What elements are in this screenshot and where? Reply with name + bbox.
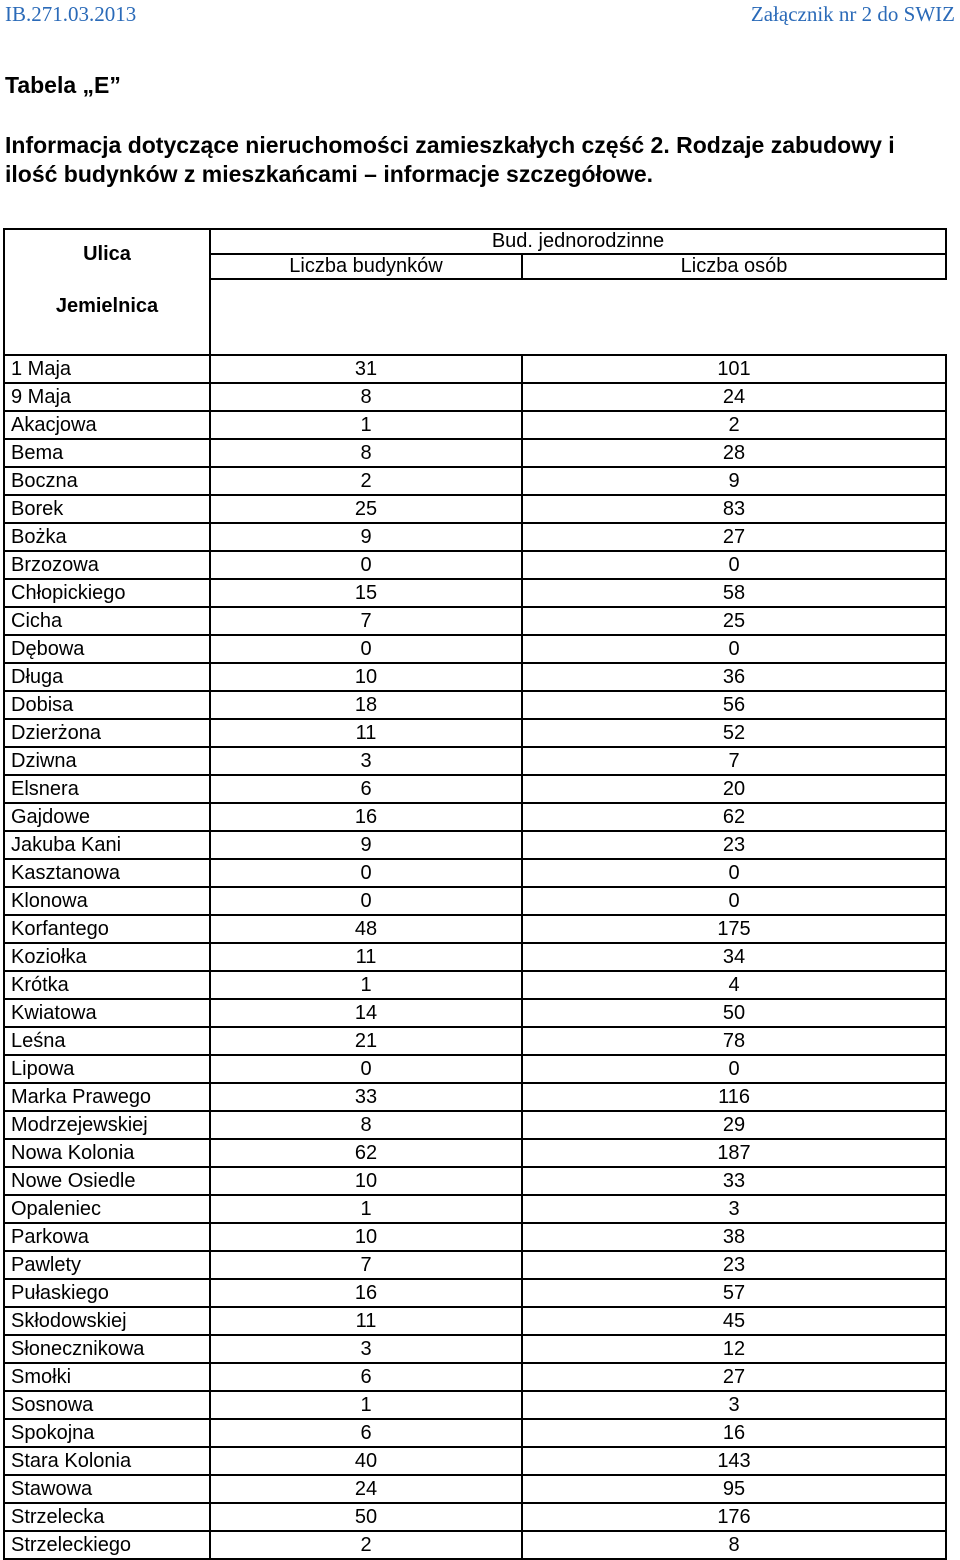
table-row	[4, 1531, 946, 1559]
persons-count-cell: 8	[522, 1531, 946, 1559]
persons-count-cell: 7	[522, 747, 946, 775]
street-name-cell: Korfantego	[4, 915, 210, 943]
table-row	[4, 1027, 946, 1055]
persons-count-cell: 50	[522, 999, 946, 1027]
persons-count-cell: 58	[522, 579, 946, 607]
table-row	[4, 719, 946, 747]
street-name-cell: Bema	[4, 439, 210, 467]
table-row	[4, 1335, 946, 1363]
buildings-count-cell: 6	[210, 775, 522, 803]
persons-count-cell: 95	[522, 1475, 946, 1503]
table-row	[4, 999, 946, 1027]
buildings-count-cell: 6	[210, 1363, 522, 1391]
street-name-cell: Nowa Kolonia	[4, 1139, 210, 1167]
table-body	[4, 355, 946, 1559]
buildings-count-cell: 1	[210, 1195, 522, 1223]
table-row	[4, 943, 946, 971]
buildings-count-cell: 1	[210, 971, 522, 999]
buildings-count-cell: 0	[210, 859, 522, 887]
street-name-cell: Chłopickiego	[4, 579, 210, 607]
buildings-count-cell: 0	[210, 887, 522, 915]
table-row	[4, 1475, 946, 1503]
buildings-count-cell: 11	[210, 943, 522, 971]
street-header-cell	[4, 229, 210, 355]
persons-count-cell: 3	[522, 1195, 946, 1223]
persons-count-cell: 0	[522, 551, 946, 579]
persons-count-cell: 12	[522, 1335, 946, 1363]
street-name-cell: Stawowa	[4, 1475, 210, 1503]
table-row	[4, 1167, 946, 1195]
persons-count-cell: 9	[522, 467, 946, 495]
table-row	[4, 1223, 946, 1251]
table-row	[4, 1111, 946, 1139]
street-name-cell: Smołki	[4, 1363, 210, 1391]
street-name-cell: Kwiatowa	[4, 999, 210, 1027]
buildings-count-cell: 8	[210, 439, 522, 467]
street-name-cell: Leśna	[4, 1027, 210, 1055]
persons-count-cell: 0	[522, 859, 946, 887]
street-name-cell: 1 Maja	[4, 355, 210, 383]
table-row	[4, 579, 946, 607]
table-row	[4, 775, 946, 803]
buildings-table	[3, 228, 947, 1560]
buildings-count-cell: 8	[210, 383, 522, 411]
buildings-count-cell: 9	[210, 523, 522, 551]
table-row	[4, 1139, 946, 1167]
table-row	[4, 1391, 946, 1419]
persons-count-cell: 175	[522, 915, 946, 943]
street-name-cell: Spokojna	[4, 1419, 210, 1447]
persons-count-cell: 33	[522, 1167, 946, 1195]
buildings-column-header: Liczba budynków	[210, 254, 522, 279]
persons-count-cell: 101	[522, 355, 946, 383]
table-row	[4, 915, 946, 943]
buildings-count-cell: 6	[210, 1419, 522, 1447]
persons-count-cell: 0	[522, 1055, 946, 1083]
buildings-count-cell: 48	[210, 915, 522, 943]
buildings-count-cell: 62	[210, 1139, 522, 1167]
persons-count-cell: 23	[522, 1251, 946, 1279]
table-subtitle: Informacja dotyczące nieruchomości zamieszkałych część 2. Rodzaje zabudowy i ilość budynków z mieszkańcami – informacje szczegółowe.	[5, 132, 895, 187]
street-name-cell: Bożka	[4, 523, 210, 551]
group-header: Bud. jednorodzinne	[210, 229, 946, 254]
buildings-count-cell: 15	[210, 579, 522, 607]
persons-count-cell: 36	[522, 663, 946, 691]
table-row	[4, 411, 946, 439]
street-name-cell: Cicha	[4, 607, 210, 635]
persons-count-cell: 27	[522, 1363, 946, 1391]
street-name-cell: Nowe Osiedle	[4, 1167, 210, 1195]
table-title: Tabela „E”	[5, 72, 121, 98]
persons-count-cell: 16	[522, 1419, 946, 1447]
buildings-count-cell: 7	[210, 607, 522, 635]
buildings-count-cell: 1	[210, 411, 522, 439]
street-name-cell: Marka Prawego	[4, 1083, 210, 1111]
street-name-cell: Gajdowe	[4, 803, 210, 831]
table-row	[4, 1195, 946, 1223]
table-row	[4, 803, 946, 831]
table-row	[4, 1251, 946, 1279]
table-row	[4, 635, 946, 663]
table-row	[4, 747, 946, 775]
street-name-cell: Pułaskiego	[4, 1279, 210, 1307]
buildings-count-cell: 18	[210, 691, 522, 719]
buildings-count-cell: 50	[210, 1503, 522, 1531]
street-name-cell: Jakuba Kani	[4, 831, 210, 859]
buildings-count-cell: 3	[210, 1335, 522, 1363]
location-header: Jemielnica	[55, 295, 159, 317]
buildings-count-cell: 16	[210, 803, 522, 831]
buildings-count-cell: 9	[210, 831, 522, 859]
table-row	[4, 1279, 946, 1307]
street-name-cell: Opaleniec	[4, 1195, 210, 1223]
buildings-count-cell: 1	[210, 1391, 522, 1419]
street-name-cell: Elsnera	[4, 775, 210, 803]
street-name-cell: Dobisa	[4, 691, 210, 719]
persons-column-header: Liczba osób	[522, 254, 946, 279]
persons-count-cell: 0	[522, 887, 946, 915]
table-row	[4, 607, 946, 635]
persons-count-cell: 4	[522, 971, 946, 999]
persons-count-cell: 62	[522, 803, 946, 831]
persons-count-cell: 34	[522, 943, 946, 971]
street-name-cell: Borek	[4, 495, 210, 523]
table-row	[4, 691, 946, 719]
street-name-cell: Modrzejewskiej	[4, 1111, 210, 1139]
table-row	[4, 1083, 946, 1111]
buildings-count-cell: 7	[210, 1251, 522, 1279]
table-row	[4, 467, 946, 495]
table-row	[4, 1055, 946, 1083]
attachment-label: Załącznik nr 2 do SWIZ	[750, 2, 955, 26]
persons-count-cell: 143	[522, 1447, 946, 1475]
table-row	[4, 495, 946, 523]
buildings-count-cell: 11	[210, 719, 522, 747]
street-name-cell: 9 Maja	[4, 383, 210, 411]
buildings-count-cell: 21	[210, 1027, 522, 1055]
buildings-count-cell: 10	[210, 1223, 522, 1251]
table-row	[4, 859, 946, 887]
buildings-count-cell: 10	[210, 1167, 522, 1195]
persons-count-cell: 23	[522, 831, 946, 859]
persons-count-cell: 57	[522, 1279, 946, 1307]
persons-count-cell: 187	[522, 1139, 946, 1167]
buildings-count-cell: 11	[210, 1307, 522, 1335]
buildings-count-cell: 3	[210, 747, 522, 775]
buildings-count-cell: 8	[210, 1111, 522, 1139]
street-name-cell: Lipowa	[4, 1055, 210, 1083]
street-name-cell: Boczna	[4, 467, 210, 495]
persons-count-cell: 83	[522, 495, 946, 523]
street-name-cell: Pawlety	[4, 1251, 210, 1279]
street-name-cell: Parkowa	[4, 1223, 210, 1251]
buildings-count-cell: 10	[210, 663, 522, 691]
persons-count-cell: 24	[522, 383, 946, 411]
persons-count-cell: 116	[522, 1083, 946, 1111]
persons-count-cell: 2	[522, 411, 946, 439]
street-name-cell: Klonowa	[4, 887, 210, 915]
persons-count-cell: 27	[522, 523, 946, 551]
table-row	[4, 971, 946, 999]
table-row	[4, 887, 946, 915]
street-name-cell: Stara Kolonia	[4, 1447, 210, 1475]
persons-count-cell: 176	[522, 1503, 946, 1531]
persons-count-cell: 20	[522, 775, 946, 803]
buildings-count-cell: 24	[210, 1475, 522, 1503]
table-row	[4, 1363, 946, 1391]
street-name-cell: Skłodowskiej	[4, 1307, 210, 1335]
table-row	[4, 439, 946, 467]
street-name-cell: Długa	[4, 663, 210, 691]
persons-count-cell: 56	[522, 691, 946, 719]
table-row	[4, 831, 946, 859]
table-row	[4, 1419, 946, 1447]
street-name-cell: Brzozowa	[4, 551, 210, 579]
table-row	[4, 383, 946, 411]
street-name-cell: Dzierżona	[4, 719, 210, 747]
street-name-cell: Krótka	[4, 971, 210, 999]
persons-count-cell: 0	[522, 635, 946, 663]
table-row	[4, 551, 946, 579]
buildings-count-cell: 14	[210, 999, 522, 1027]
persons-count-cell: 28	[522, 439, 946, 467]
street-name-cell: Kasztanowa	[4, 859, 210, 887]
buildings-count-cell: 40	[210, 1447, 522, 1475]
persons-count-cell: 38	[522, 1223, 946, 1251]
street-column-header: Ulica	[83, 243, 131, 265]
street-name-cell: Sosnowa	[4, 1391, 210, 1419]
header-spacer	[210, 279, 946, 355]
table-row	[4, 663, 946, 691]
persons-count-cell: 78	[522, 1027, 946, 1055]
street-name-cell: Słonecznikowa	[4, 1335, 210, 1363]
table-row	[4, 1447, 946, 1475]
buildings-count-cell: 0	[210, 635, 522, 663]
buildings-count-cell: 16	[210, 1279, 522, 1307]
street-name-cell: Dębowa	[4, 635, 210, 663]
street-name-cell: Akacjowa	[4, 411, 210, 439]
table-row	[4, 1503, 946, 1531]
persons-count-cell: 52	[522, 719, 946, 747]
document-reference: IB.271.03.2013	[5, 2, 137, 26]
buildings-count-cell: 0	[210, 551, 522, 579]
persons-count-cell: 45	[522, 1307, 946, 1335]
table-row	[4, 1307, 946, 1335]
table-row	[4, 355, 946, 383]
persons-count-cell: 3	[522, 1391, 946, 1419]
buildings-count-cell: 31	[210, 355, 522, 383]
street-name-cell: Koziołka	[4, 943, 210, 971]
buildings-count-cell: 2	[210, 467, 522, 495]
table-row	[4, 523, 946, 551]
street-name-cell: Strzelecka	[4, 1503, 210, 1531]
buildings-count-cell: 33	[210, 1083, 522, 1111]
buildings-count-cell: 0	[210, 1055, 522, 1083]
buildings-count-cell: 25	[210, 495, 522, 523]
persons-count-cell: 25	[522, 607, 946, 635]
buildings-count-cell: 2	[210, 1531, 522, 1559]
persons-count-cell: 29	[522, 1111, 946, 1139]
street-name-cell: Dziwna	[4, 747, 210, 775]
street-name-cell: Strzeleckiego	[4, 1531, 210, 1559]
